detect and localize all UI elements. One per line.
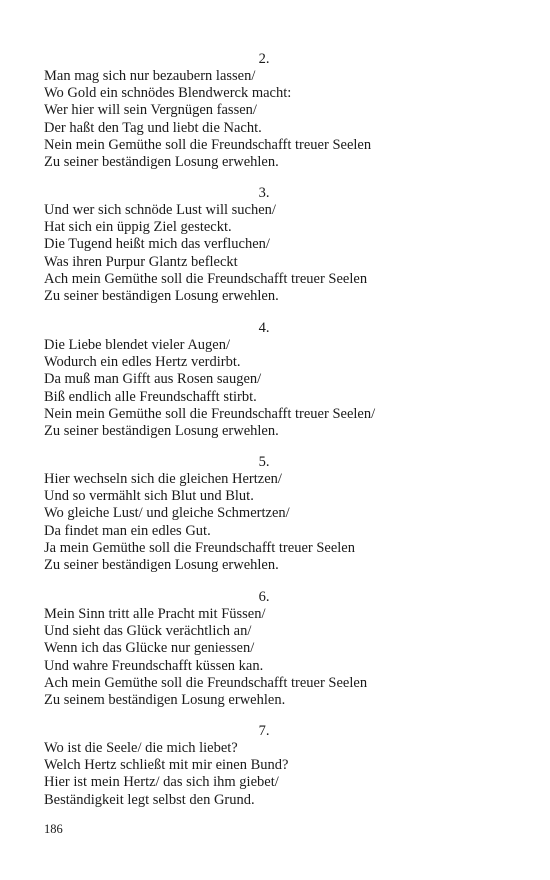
verse-line: Und so vermählt sich Blut und Blut.: [44, 488, 254, 505]
verse-line: Wo ist die Seele/ die mich liebet?: [44, 740, 238, 756]
verse-line: Hier ist mein Hertz/ das sich ihm giebet/: [44, 774, 279, 791]
verse-line: Wo Gold ein schnödes Blendwerck macht:: [44, 85, 292, 102]
stanza-number: 4.: [258, 320, 270, 336]
verse-line: Und sieht das Glück verächtlich an/: [44, 623, 252, 640]
stanza-number: 5.: [258, 454, 270, 470]
verse-line: Der haßt den Tag und liebt die Nacht.: [44, 119, 262, 136]
stanza-2: [44, 51, 484, 171]
stanza-number: 6.: [258, 589, 270, 605]
verse-line: Zu seiner beständigen Losung erwehlen.: [44, 153, 279, 170]
verse-line: Nein mein Gemüthe soll die Freundschafft treuer Seelen/: [44, 405, 376, 422]
verse-line: Was ihren Purpur Glantz befleckt: [44, 253, 238, 270]
stanza-6: [44, 589, 484, 709]
verse-line: Wenn ich das Glücke nur geniessen/: [44, 640, 255, 657]
page-number: 186: [44, 822, 63, 836]
stanza-number: 3.: [258, 185, 270, 201]
verse-line: Biß endlich alle Freundschafft stirbt.: [44, 388, 257, 405]
stanza-5: [44, 454, 484, 574]
verse-line: Man mag sich nur bezaubern lassen/: [44, 68, 256, 84]
verse-line: Wer hier will sein Vergnügen fassen/: [44, 102, 257, 119]
stanza-number: 2.: [258, 51, 270, 67]
verse-line: Ach mein Gemüthe soll die Freundschafft treuer Seelen: [44, 674, 368, 691]
verse-line: Welch Hertz schließt mit mir einen Bund?: [44, 757, 289, 774]
verse-line: Ach mein Gemüthe soll die Freundschafft treuer Seelen: [44, 270, 368, 287]
verse-line: Und wahre Freundschafft küssen kan.: [44, 657, 264, 674]
verse-line: Und wer sich schnöde Lust will suchen/: [44, 202, 276, 218]
verse-line: Wodurch ein edles Hertz verdirbt.: [44, 354, 241, 371]
stanza-3: [44, 185, 484, 305]
stanza-number: 7.: [258, 723, 270, 739]
verse-line: Nein mein Gemüthe soll die Freundschafft treuer Seelen: [44, 136, 372, 153]
verse-line: Zu seinem beständigen Losung erwehlen.: [44, 691, 286, 708]
verse-line: Die Liebe blendet vieler Augen/: [44, 337, 231, 353]
verse-line: Zu seiner beständigen Losung erwehlen.: [44, 422, 279, 439]
verse-line: Hier wechseln sich die gleichen Hertzen/: [44, 471, 282, 487]
verse-line: Ja mein Gemüthe soll die Freundschafft treuer Seelen: [44, 539, 355, 556]
verse-line: Hat sich ein üppig Ziel gesteckt.: [44, 219, 232, 236]
verse-line: Da findet man ein edles Gut.: [44, 522, 211, 539]
stanza-4: [44, 320, 484, 440]
verse-line: Da muß man Gifft aus Rosen saugen/: [44, 371, 262, 388]
verse-line: Mein Sinn tritt alle Pracht mit Füssen/: [44, 606, 266, 622]
stanza-7: [44, 723, 484, 809]
verse-line: Beständigkeit legt selbst den Grund.: [44, 791, 255, 808]
verse-line: Die Tugend heißt mich das verfluchen/: [44, 236, 270, 253]
verse-line: Wo gleiche Lust/ und gleiche Schmertzen/: [44, 505, 290, 522]
verse-line: Zu seiner beständigen Losung erwehlen.: [44, 556, 279, 573]
verse-line: Zu seiner beständigen Losung erwehlen.: [44, 287, 279, 304]
